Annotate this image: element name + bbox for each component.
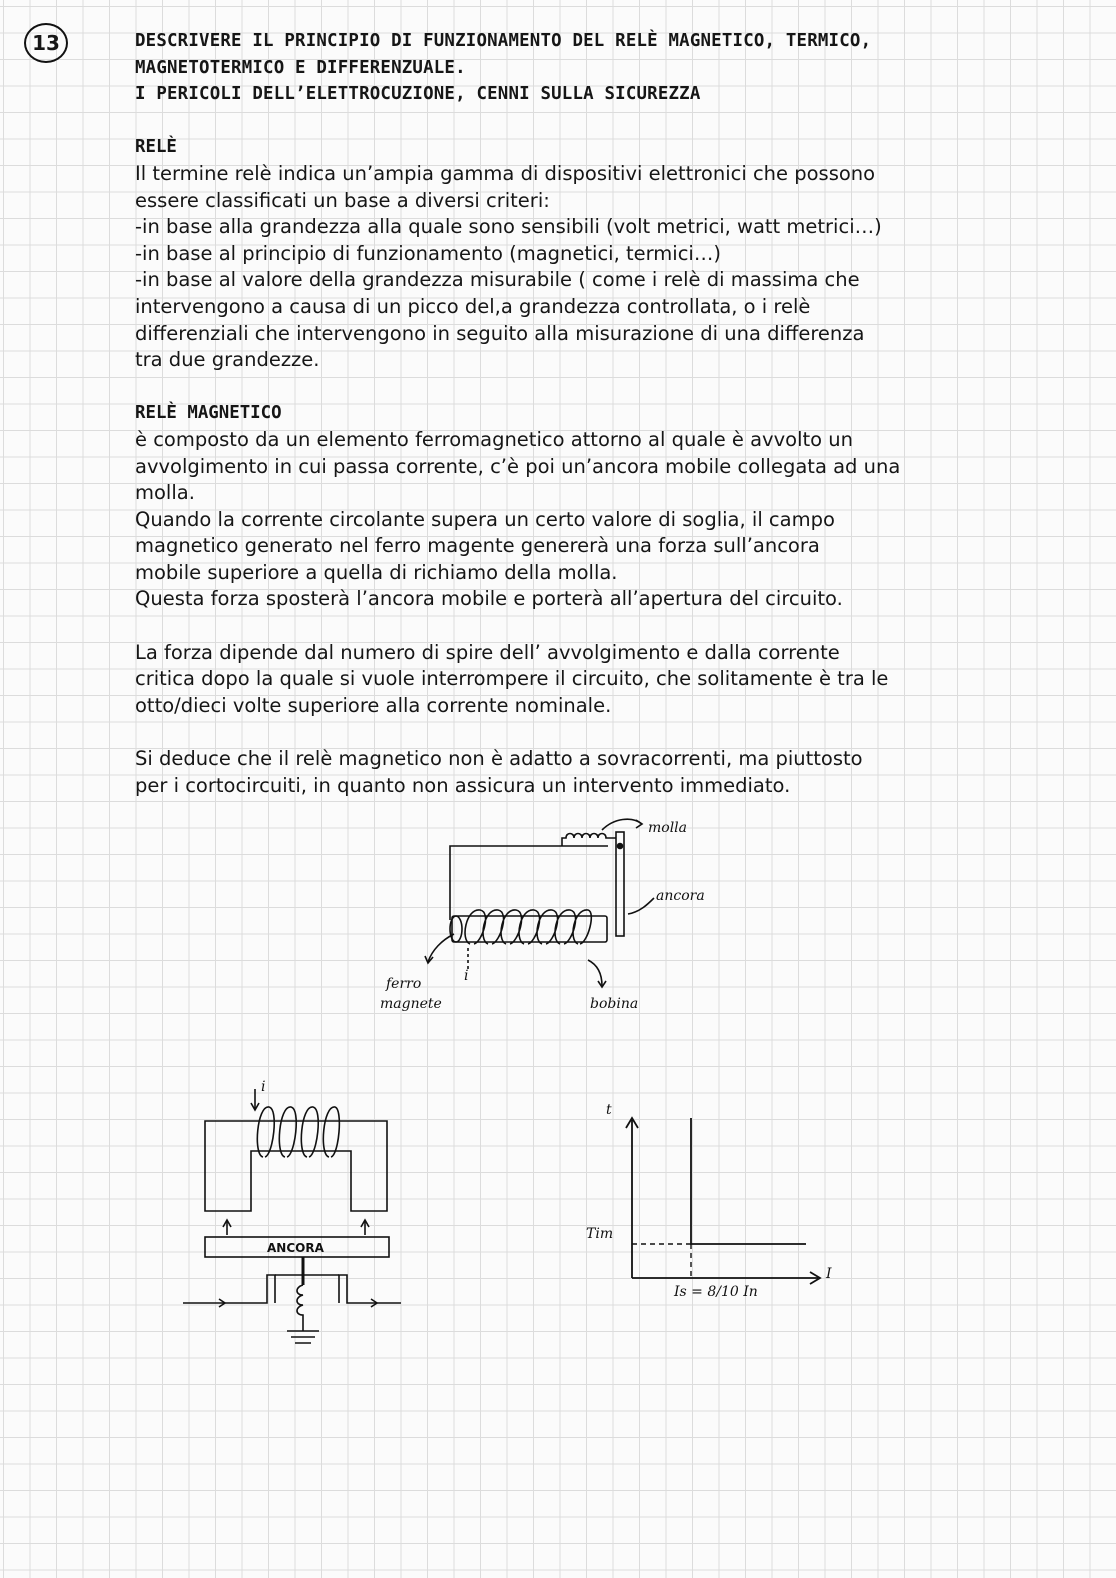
title-line: MAGNETOTERMICO E DIFFERENZUALE. bbox=[135, 57, 466, 78]
label-bobina: bobina bbox=[590, 996, 639, 1012]
text-line: avvolgimento in cui passa corrente, c’è poi un’ancora mobile collegata ad una bbox=[135, 454, 901, 478]
text-line: -in base al principio di funzionamento (magnetici, termici…) bbox=[135, 241, 721, 265]
electromagnet-diagram bbox=[175, 1075, 415, 1365]
section-heading-rele-magnetico: RELÈ MAGNETICO bbox=[135, 403, 282, 424]
y-axis-label: t bbox=[606, 1102, 612, 1118]
text-line: Si deduce che il relè magnetico non è adatto a sovracorrenti, ma piuttosto bbox=[135, 747, 863, 771]
text-line: otto/dieci volte superiore alla corrente nominale. bbox=[135, 693, 612, 717]
title-line: DESCRIVERE IL PRINCIPIO DI FUNZIONAMENTO DEL RELÈ MAGNETICO, TERMICO, bbox=[135, 31, 872, 51]
notes-body bbox=[135, 28, 1035, 799]
text-line: -in base alla grandezza alla quale sono sensibili (volt metrici, watt metrici…) bbox=[135, 215, 882, 239]
label-molla: molla bbox=[648, 820, 688, 836]
level-label: Tim bbox=[586, 1226, 614, 1242]
label-ferro: ferro bbox=[386, 976, 422, 992]
text-line: per i cortocircuiti, in quanto non assicura un intervento immediato. bbox=[135, 773, 791, 797]
page-number-badge bbox=[24, 23, 68, 63]
x-axis-label: I bbox=[826, 1266, 832, 1282]
text-line: molla. bbox=[135, 481, 195, 505]
text-line: Questa forza sposterà l’ancora mobile e porterà all’apertura del circuito. bbox=[135, 587, 843, 611]
text-line: La forza dipende dal numero di spire dell’ avvolgimento e dalla corrente bbox=[135, 640, 840, 664]
text-line: è composto da un elemento ferromagnetico attorno al quale è avvolto un bbox=[135, 427, 853, 451]
relay-diagram bbox=[370, 810, 740, 1030]
page-number: 13 bbox=[32, 31, 60, 55]
label-magnete: magnete bbox=[380, 996, 442, 1012]
section-heading-rele: RELÈ bbox=[135, 137, 177, 158]
text-line: essere classificati un base a diversi criteri: bbox=[135, 188, 550, 212]
text-line: Quando la corrente circolante supera un certo valore di soglia, il campo bbox=[135, 507, 835, 531]
text-line: -in base al valore della grandezza misurabile ( come i relè di massima che bbox=[135, 268, 860, 292]
threshold-label: Is = 8/10 In bbox=[674, 1284, 758, 1300]
label-current-i: i bbox=[261, 1079, 266, 1095]
label-current-i: i bbox=[464, 968, 469, 984]
text-line: differenziali che intervengono in seguito alla misurazione di una differenza bbox=[135, 321, 865, 345]
label-ancora: ANCORA bbox=[267, 1241, 324, 1255]
title-line: I PERICOLI DELL’ELETTROCUZIONE, CENNI SULLA SICUREZZA bbox=[135, 84, 701, 105]
text-line: intervengono a causa di un picco del,a grandezza controllata, o i relè bbox=[135, 294, 811, 318]
text-line: critica dopo la quale si vuole interrompere il circuito, che solitamente è tra le bbox=[135, 667, 889, 691]
label-ancora: ancora bbox=[656, 888, 705, 904]
text-line: Il termine relè indica un’ampia gamma di dispositivi elettronici che possono bbox=[135, 161, 876, 185]
trip-characteristic-graph bbox=[580, 1090, 850, 1310]
text-line: mobile superiore a quella di richiamo della molla. bbox=[135, 560, 618, 584]
text-line: magnetico generato nel ferro magente genererà una forza sull’ancora bbox=[135, 534, 820, 558]
text-line: tra due grandezze. bbox=[135, 348, 320, 372]
